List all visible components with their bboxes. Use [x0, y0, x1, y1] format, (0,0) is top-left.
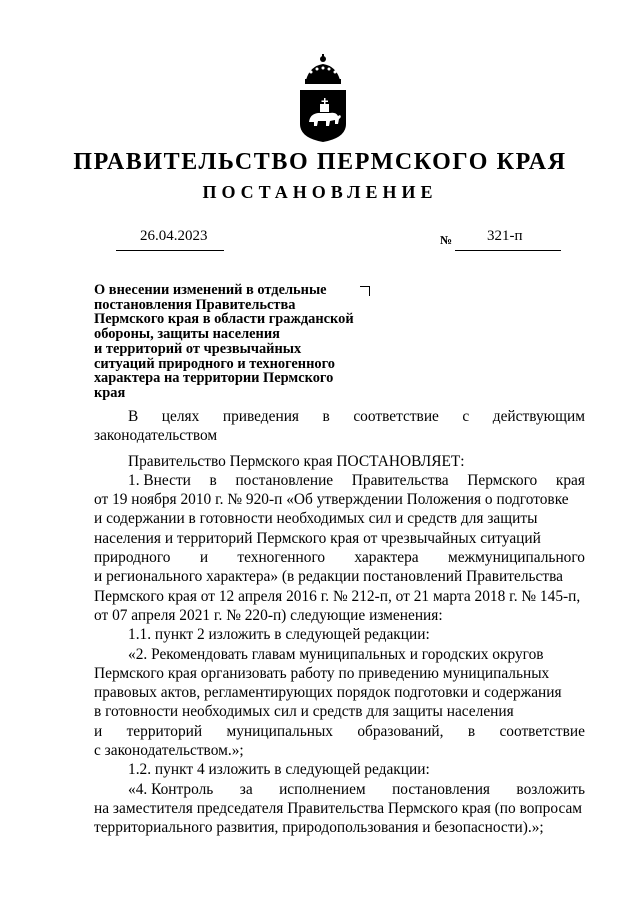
body-line — [94, 407, 585, 426]
body-line: Пермского края от 12 апреля 2016 г. № 212-п, от 21 марта 2018 г. № 145-п, — [94, 587, 581, 605]
subject-line: обороны, защиты населения — [94, 326, 280, 343]
word: Правительства — [351, 471, 449, 489]
document-type: ПОСТАНОВЛЕНИЕ — [202, 182, 438, 202]
number-field — [455, 226, 561, 251]
word: за — [239, 780, 253, 798]
word: межмуниципального — [447, 549, 585, 567]
subject-line: постановления Правительства — [94, 296, 296, 313]
word: природного — [94, 549, 171, 567]
body-line: и регионального характера» (в редакции постановлений Правительства — [94, 568, 563, 586]
document-subject — [94, 283, 374, 401]
word: 1. Внести — [128, 471, 191, 489]
government-title: ПРАВИТЕЛЬСТВО ПЕРМСКОГО КРАЯ — [73, 149, 567, 175]
body-line — [94, 722, 585, 741]
word: приведения — [222, 408, 300, 425]
subject-line: и территорий от чрезвычайных — [94, 340, 302, 357]
body-line: 1.1. пункт 2 изложить в следующей редакции: — [128, 626, 430, 644]
document-body — [94, 407, 585, 838]
body-line: Правительство Пермского края ПОСТАНОВЛЯЕТ: — [128, 452, 465, 470]
date-field — [116, 226, 224, 251]
subject-line: характера на территории Пермского — [94, 370, 334, 387]
body-line: 1.2. пункт 4 изложить в следующей редакции: — [128, 761, 430, 779]
word: техногенного — [237, 549, 326, 567]
word: в — [322, 408, 330, 425]
word: Пермского — [467, 471, 538, 489]
body-line: законодательством — [94, 427, 218, 445]
word: возложить — [516, 780, 585, 798]
word: образований, — [357, 722, 444, 740]
body-line — [94, 780, 585, 799]
body-line: населения и территорий Пермского края от чрезвычайных ситуаций — [94, 529, 541, 547]
subject-line: Пермского края в области гражданской — [94, 311, 354, 328]
body-line: от 19 ноября 2010 г. № 920-п «Об утверждении Положения о подготовке — [94, 491, 569, 509]
word: В — [128, 408, 139, 425]
word: муниципальных — [226, 722, 334, 740]
subject-line: края — [94, 384, 126, 401]
body-line: в готовности необходимых сил и средств для защиты населения — [94, 703, 514, 721]
body-line: и содержании в готовности необходимых сил и средств для защиты — [94, 510, 538, 528]
word: целях — [161, 408, 200, 425]
word: исполнением — [279, 780, 366, 798]
body-line: на заместителя председателя Правительства Пермского края (по вопросам — [94, 799, 583, 817]
body-line — [94, 548, 585, 567]
word: и — [199, 549, 209, 567]
word: и — [94, 722, 103, 740]
word: в — [209, 471, 217, 489]
word: соответствие — [353, 408, 439, 425]
body-line: с законодательством.»; — [94, 742, 244, 760]
word: соответствие — [499, 722, 585, 740]
word: постановления — [392, 780, 491, 798]
word: действующим — [492, 408, 585, 425]
body-line: территориального развития, природопользования и безопасности).»; — [94, 819, 544, 837]
document-number: 321-п — [487, 228, 523, 244]
subject-line: ситуаций природного и техногенного — [94, 355, 335, 372]
subject-line: О внесении изменений в отдельные — [94, 282, 327, 298]
word: территорий — [126, 722, 203, 740]
body-line: от 07 апреля 2021 г. № 220-п) следующие изменения: — [94, 606, 443, 624]
word: «4. Контроль — [128, 780, 214, 798]
word: постановление — [235, 471, 334, 489]
body-line: Пермского края организовать работу по приведению муниципальных — [94, 664, 550, 682]
document-date: 26.04.2023 — [140, 228, 208, 244]
number-sign: № — [440, 233, 453, 247]
perm-krai-coat-of-arms-icon — [296, 52, 350, 144]
word: с — [462, 408, 470, 425]
word: в — [467, 722, 476, 740]
body-line: правовых актов, регламентирующих порядок подготовки и содержания — [94, 684, 562, 702]
body-line: «2. Рекомендовать главам муниципальных и городских округов — [128, 645, 544, 663]
word: характера — [354, 549, 419, 567]
body-line — [94, 471, 585, 490]
word: края — [555, 471, 585, 489]
